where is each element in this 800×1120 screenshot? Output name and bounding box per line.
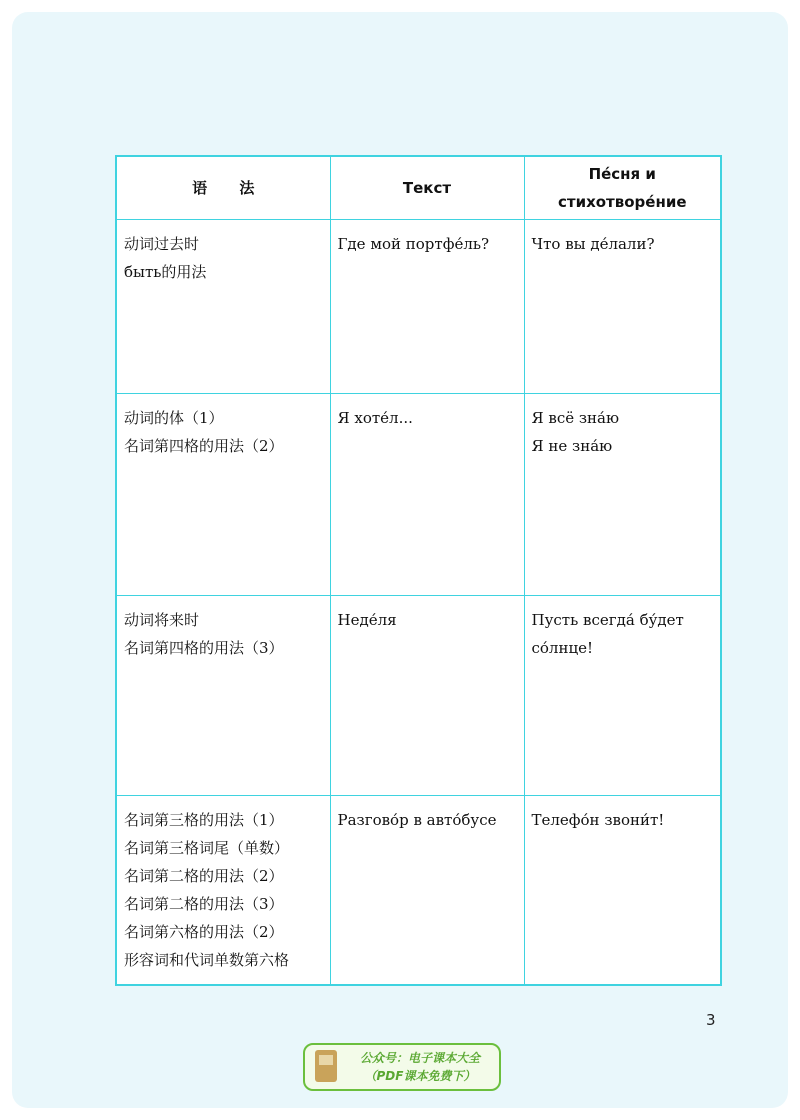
grammar-item: 名词第六格的用法（2） [124, 923, 284, 941]
grammar-item: 名词第三格词尾（单数） [124, 839, 290, 857]
song-item: Телефо́н звони́т! [531, 811, 665, 829]
grammar-cell [116, 220, 330, 394]
grammar-item: 动词过去时 [124, 235, 200, 253]
grammar-item: 动词的体（1） [124, 409, 224, 427]
grammar-cell [116, 796, 330, 986]
text-cell [330, 394, 524, 596]
song-item: Пусть всегда́ бу́дет [531, 611, 684, 629]
grammar-item: 名词第四格的用法（2） [124, 437, 284, 455]
table-row [116, 394, 721, 596]
song-item: Я всё зна́ю [531, 409, 620, 427]
header-song: Пе́сня и стихотворе́ние [524, 156, 721, 220]
grammar-item: 名词第四格的用法（3） [124, 639, 284, 657]
grammar-cell [116, 394, 330, 596]
grammar-item: 动词将来时 [124, 611, 200, 629]
page-number: 3 [706, 1011, 716, 1029]
watermark-badge [303, 1043, 501, 1091]
book-icon [315, 1050, 337, 1082]
song-cell [524, 796, 721, 986]
table-header-row [116, 156, 721, 220]
grammar-item: 形容词和代词单数第六格 [124, 951, 290, 969]
grammar-item: 名词第二格的用法（3） [124, 895, 284, 913]
text-item: Где мой портфе́ль? [337, 235, 490, 253]
grammar-item: 名词第三格的用法（1） [124, 811, 284, 829]
watermark-line-1: 公众号：电子课本大全 [359, 1051, 480, 1065]
song-item: Я не зна́ю [531, 437, 613, 455]
song-item: Что вы де́лали? [531, 235, 655, 253]
text-cell [330, 596, 524, 796]
table-row [116, 796, 721, 986]
text-item: Неде́ля [337, 611, 397, 629]
song-cell [524, 596, 721, 796]
grammar-item: быть的用法 [124, 263, 207, 281]
grammar-cell [116, 596, 330, 796]
song-item: со́лнце! [531, 639, 594, 657]
song-cell [524, 220, 721, 394]
header-text: Текст [330, 156, 524, 220]
grammar-table-container [115, 155, 720, 986]
text-cell [330, 796, 524, 986]
text-item: Я хоте́л... [337, 409, 413, 427]
grammar-item: 名词第二格的用法（2） [124, 867, 284, 885]
header-grammar: 语 法 [116, 156, 330, 220]
watermark-line-2: （PDF课本免费下） [364, 1069, 476, 1083]
table-row [116, 596, 721, 796]
text-cell [330, 220, 524, 394]
grammar-table [115, 155, 722, 986]
text-item: Разгово́р в авто́бусе [337, 811, 497, 829]
table-row [116, 220, 721, 394]
song-cell [524, 394, 721, 596]
